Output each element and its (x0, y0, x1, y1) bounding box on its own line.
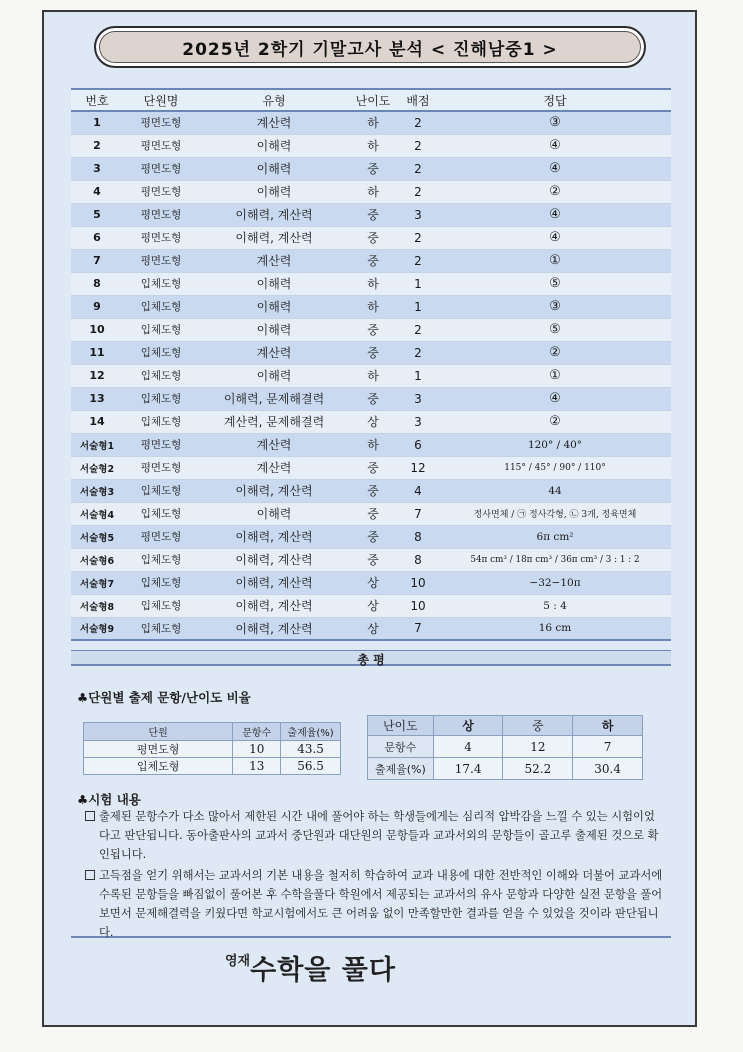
summary-title: 총 평 (71, 650, 671, 666)
unit-name: 입체도형 (123, 479, 199, 502)
difficulty: 중 (349, 249, 397, 272)
question-type: 계산력, 문제해결력 (199, 410, 349, 433)
points: 7 (397, 502, 439, 525)
answer: 6π cm² (439, 525, 671, 548)
answer: 16 cm (439, 617, 671, 640)
points: 3 (397, 203, 439, 226)
question-type: 계산력 (199, 249, 349, 272)
diff-rate-high: 17.4 (433, 758, 503, 780)
question-type: 이해력, 계산력 (199, 548, 349, 571)
points: 3 (397, 410, 439, 433)
answer: 115° / 45° / 90° / 110° (439, 456, 671, 479)
question-number: 서술형2 (71, 456, 123, 479)
question-number: 서술형7 (71, 571, 123, 594)
unit-name: 입체도형 (123, 272, 199, 295)
diff-rate-row (368, 758, 643, 780)
difficulty-ratio-table (367, 715, 643, 780)
question-type: 이해력 (199, 364, 349, 387)
answer: ⑤ (439, 318, 671, 341)
unit-name: 입체도형 (84, 758, 233, 775)
header-answer: 정답 (439, 89, 671, 111)
question-number: 13 (71, 387, 123, 410)
question-type: 이해력, 계산력 (199, 479, 349, 502)
difficulty: 중 (349, 387, 397, 410)
answer: ③ (439, 111, 671, 134)
question-number: 12 (71, 364, 123, 387)
answer: ① (439, 364, 671, 387)
header-points: 배점 (397, 89, 439, 111)
unit-name: 평면도형 (123, 249, 199, 272)
points: 10 (397, 571, 439, 594)
points: 2 (397, 226, 439, 249)
points: 2 (397, 157, 439, 180)
unit-name: 입체도형 (123, 341, 199, 364)
points: 2 (397, 318, 439, 341)
question-number: 7 (71, 249, 123, 272)
points: 10 (397, 594, 439, 617)
question-number: 4 (71, 180, 123, 203)
summary-section (71, 666, 671, 938)
points: 2 (397, 341, 439, 364)
unit-rate: 43.5 (281, 741, 341, 758)
table-row (71, 617, 671, 640)
question-number: 8 (71, 272, 123, 295)
question-number: 14 (71, 410, 123, 433)
points: 2 (397, 111, 439, 134)
table-row (71, 318, 671, 341)
table-row (71, 525, 671, 548)
difficulty: 하 (349, 364, 397, 387)
difficulty: 중 (349, 525, 397, 548)
answer: ④ (439, 203, 671, 226)
table-row (71, 341, 671, 364)
checkbox-icon (85, 870, 95, 880)
answer: 120° / 40° (439, 433, 671, 456)
difficulty: 상 (349, 571, 397, 594)
diff-count-label: 문항수 (368, 736, 434, 758)
question-type: 이해력, 계산력 (199, 203, 349, 226)
question-number: 3 (71, 157, 123, 180)
unit-name: 평면도형 (84, 741, 233, 758)
question-type: 이해력, 계산력 (199, 226, 349, 249)
diff-table-header-mid: 중 (503, 716, 573, 736)
question-number: 11 (71, 341, 123, 364)
analysis-sheet (42, 10, 697, 1027)
summary-paragraph-1 (85, 807, 663, 864)
answer: ④ (439, 134, 671, 157)
table-row (71, 134, 671, 157)
question-type: 이해력, 계산력 (199, 571, 349, 594)
diff-table-header-low: 하 (573, 716, 643, 736)
answer: 5 : 4 (439, 594, 671, 617)
unit-name: 입체도형 (123, 617, 199, 640)
difficulty: 하 (349, 272, 397, 295)
brand-logo (225, 948, 396, 987)
difficulty: 중 (349, 226, 397, 249)
points: 2 (397, 249, 439, 272)
points: 6 (397, 433, 439, 456)
unit-name: 입체도형 (123, 387, 199, 410)
question-type: 이해력 (199, 134, 349, 157)
question-number: 서술형5 (71, 525, 123, 548)
points: 4 (397, 479, 439, 502)
unit-name: 평면도형 (123, 157, 199, 180)
answer: ④ (439, 157, 671, 180)
points: 1 (397, 364, 439, 387)
diff-count-high: 4 (433, 736, 503, 758)
table-row (71, 203, 671, 226)
table-row (71, 502, 671, 525)
table-row (71, 364, 671, 387)
question-type: 이해력 (199, 295, 349, 318)
points: 7 (397, 617, 439, 640)
question-number: 9 (71, 295, 123, 318)
summary-paragraph-2 (85, 866, 663, 942)
unit-name: 입체도형 (123, 295, 199, 318)
question-number: 1 (71, 111, 123, 134)
unit-name: 입체도형 (123, 318, 199, 341)
diff-count-row (368, 736, 643, 758)
unit-name: 입체도형 (123, 571, 199, 594)
header-difficulty: 난이도 (349, 89, 397, 111)
question-number: 서술형3 (71, 479, 123, 502)
table-row (71, 456, 671, 479)
difficulty: 하 (349, 111, 397, 134)
difficulty: 중 (349, 157, 397, 180)
answer: ③ (439, 295, 671, 318)
table-row (71, 548, 671, 571)
table-row (71, 387, 671, 410)
question-type: 계산력 (199, 341, 349, 364)
difficulty: 상 (349, 617, 397, 640)
unit-rate: 56.5 (281, 758, 341, 775)
question-type: 이해력 (199, 180, 349, 203)
question-number: 6 (71, 226, 123, 249)
question-type: 계산력 (199, 111, 349, 134)
diff-table-header-label: 난이도 (368, 716, 434, 736)
content-heading: ♣시험 내용 (77, 792, 141, 807)
answer: ④ (439, 226, 671, 249)
question-type: 이해력, 계산력 (199, 525, 349, 548)
unit-name: 평면도형 (123, 433, 199, 456)
difficulty: 하 (349, 180, 397, 203)
unit-name: 평면도형 (123, 203, 199, 226)
difficulty: 중 (349, 203, 397, 226)
table-row (71, 157, 671, 180)
points: 1 (397, 295, 439, 318)
question-number: 서술형9 (71, 617, 123, 640)
table-header-row (71, 89, 671, 111)
difficulty: 중 (349, 341, 397, 364)
answer: 정사면체 / ㉠ 정사각형, ㉡ 3개, 정육면체 (439, 502, 671, 525)
question-table (71, 88, 671, 641)
difficulty: 하 (349, 134, 397, 157)
question-type: 이해력 (199, 318, 349, 341)
unit-table-header-count: 문항수 (233, 723, 281, 741)
question-type: 이해력 (199, 502, 349, 525)
answer: 44 (439, 479, 671, 502)
difficulty: 중 (349, 318, 397, 341)
difficulty: 중 (349, 456, 397, 479)
answer: ① (439, 249, 671, 272)
table-row (71, 410, 671, 433)
table-row (71, 111, 671, 134)
diff-count-mid: 12 (503, 736, 573, 758)
diff-rate-label: 출제율(%) (368, 758, 434, 780)
answer: 54π cm³ / 18π cm³ / 36π cm³ / 3 : 1 : 2 (439, 548, 671, 571)
question-type: 이해력 (199, 157, 349, 180)
difficulty: 중 (349, 479, 397, 502)
answer: ⑤ (439, 272, 671, 295)
header-unit: 단원명 (123, 89, 199, 111)
question-type: 이해력, 계산력 (199, 594, 349, 617)
diff-count-low: 7 (573, 736, 643, 758)
table-row (71, 249, 671, 272)
table-row (71, 571, 671, 594)
ratio-heading: ♣단원별 출제 문항/난이도 비율 (77, 690, 251, 705)
points: 1 (397, 272, 439, 295)
question-number: 2 (71, 134, 123, 157)
unit-name: 평면도형 (123, 456, 199, 479)
header-type: 유형 (199, 89, 349, 111)
answer: ② (439, 410, 671, 433)
question-number: 10 (71, 318, 123, 341)
header-number: 번호 (71, 89, 123, 111)
unit-count: 10 (233, 741, 281, 758)
unit-count: 13 (233, 758, 281, 775)
paragraph-text: 출제된 문항수가 다소 많아서 제한된 시간 내에 풀어야 하는 학생들에게는 심리적 압박감을 느낄 수 있는 시험이었다고 판단됩니다. 동아출판사의 교과서 중단원과 대단원의 문항들과 교과서외의 문항들이 골고루 출제된 것으로 확인됩니다. (99, 810, 659, 861)
points: 3 (397, 387, 439, 410)
table-row (71, 594, 671, 617)
question-number: 5 (71, 203, 123, 226)
unit-ratio-table (83, 722, 341, 775)
question-number: 서술형1 (71, 433, 123, 456)
difficulty: 중 (349, 548, 397, 571)
question-number: 서술형6 (71, 548, 123, 571)
question-type: 이해력 (199, 272, 349, 295)
points: 2 (397, 134, 439, 157)
unit-name: 입체도형 (123, 594, 199, 617)
points: 8 (397, 525, 439, 548)
difficulty: 하 (349, 433, 397, 456)
table-row (71, 226, 671, 249)
diff-rate-low: 30.4 (573, 758, 643, 780)
brand-name: 수학을 풀다 (250, 955, 396, 986)
unit-name: 입체도형 (123, 548, 199, 571)
unit-table-header-unit: 단원 (84, 723, 233, 741)
table-row (71, 180, 671, 203)
answer: ② (439, 341, 671, 364)
page-title: 2025년 2학기 기말고사 분석 < 진해남중1 > (94, 26, 646, 68)
answer: −32−10π (439, 571, 671, 594)
difficulty: 하 (349, 295, 397, 318)
question-type: 계산력 (199, 433, 349, 456)
unit-name: 평면도형 (123, 111, 199, 134)
difficulty: 중 (349, 502, 397, 525)
question-type: 계산력 (199, 456, 349, 479)
question-number: 서술형8 (71, 594, 123, 617)
unit-name: 입체도형 (123, 502, 199, 525)
diff-rate-mid: 52.2 (503, 758, 573, 780)
unit-name: 평면도형 (123, 180, 199, 203)
table-row (71, 479, 671, 502)
question-number: 서술형4 (71, 502, 123, 525)
unit-name: 입체도형 (123, 364, 199, 387)
table-row (71, 433, 671, 456)
question-type: 이해력, 문제해결력 (199, 387, 349, 410)
unit-table-header-rate: 출제율(%) (281, 723, 341, 741)
question-type: 이해력, 계산력 (199, 617, 349, 640)
difficulty: 상 (349, 594, 397, 617)
unit-name: 평면도형 (123, 525, 199, 548)
unit-table-row (84, 758, 341, 775)
unit-name: 평면도형 (123, 226, 199, 249)
unit-name: 입체도형 (123, 410, 199, 433)
brand-prefix: 영재 (225, 954, 251, 969)
unit-table-row (84, 741, 341, 758)
unit-name: 평면도형 (123, 134, 199, 157)
diff-table-header-high: 상 (433, 716, 503, 736)
points: 12 (397, 456, 439, 479)
checkbox-icon (85, 811, 95, 821)
answer: ④ (439, 387, 671, 410)
answer: ② (439, 180, 671, 203)
difficulty: 상 (349, 410, 397, 433)
paragraph-text: 고득점을 얻기 위해서는 교과서의 기본 내용을 철저히 학습하여 교과 내용에 대한 전반적인 이해와 더불어 교과서에 수록된 문항들을 빠짐없이 풀어본 후 수학을풀다 학원에서 제공되는 교과서의 유사 문항과 다양한 실전 문항을 풀어보면서 문제해결력을 키웠다면 학교시험에서도 큰 어려움 없이 만족할만한 결과를 얻을 수 있었을 것이라 판단됩니다. (99, 869, 663, 939)
table-row (71, 295, 671, 318)
points: 8 (397, 548, 439, 571)
table-row (71, 272, 671, 295)
points: 2 (397, 180, 439, 203)
